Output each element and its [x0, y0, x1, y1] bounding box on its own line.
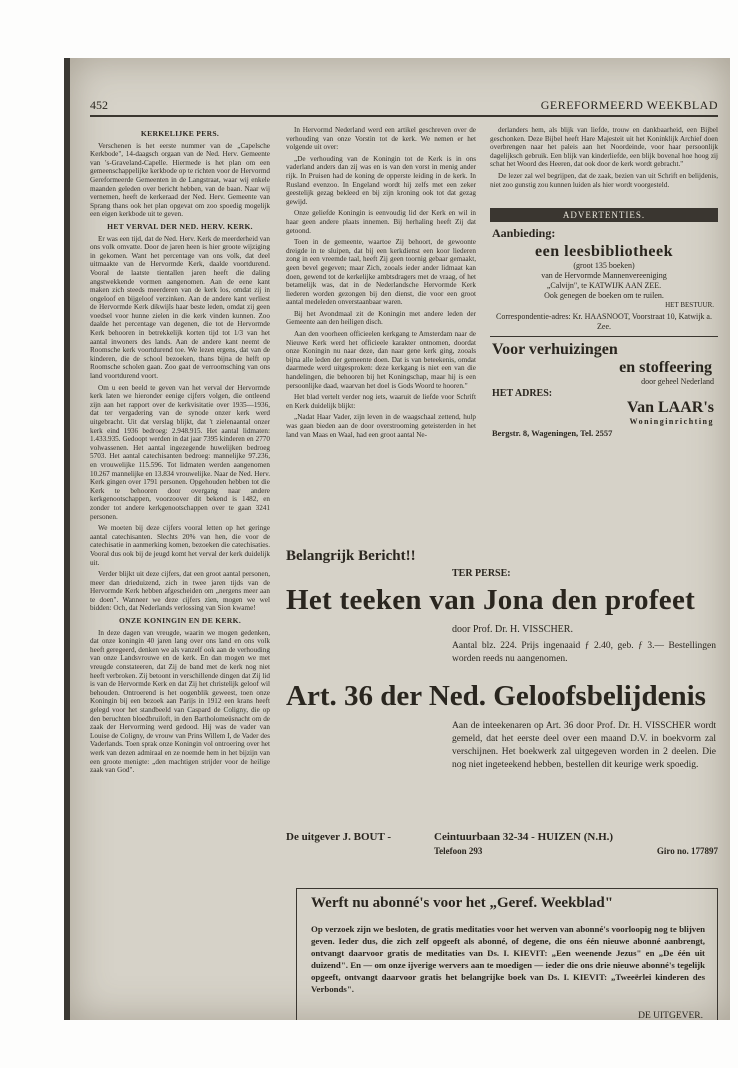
page-header — [90, 98, 718, 114]
publisher-address: Ceintuurbaan 32-34 - HUIZEN (N.H.) — [434, 831, 614, 843]
paragraph: Om u een beeld te geven van het verval der Hervormde kerk laten we hieronder eenige cijfers volgen, die ontleend zijn aan het rapport over de kerkvisitatie over 1935—1936, dat ter vergadering van de synode onzer kerk werd uitgebracht. Uit dat verslag blijkt, dat 't zielenaantal onzer kerk eind 1936 bedroeg: 2.948.915. Het aantal lidmaten: 1.433.935. Gedoopt werden in dat jaar 7395 kinderen en 2770 volwassenen. Het aantal ingezegende huwelijken bedroeg 5703. Het aantal catechisanten bedroeg: mannelijke 97.236, en vrouwelijke 115.596. Tot lidmaten werden aangenomen 10.267 mannelijke en 13.834 vrouwelijke. Naar de Ned. Herv. Kerk gingen over 1791 personen. Opgehouden hebben tot die Kerk te behooren door overgang naar andere kerkgenootschappen, voorzoover dit bekend is 1482, en zonder tot andere kerkgenootschappen over te gaan 3241 personen. — [90, 383, 270, 521]
paragraph: Het blad vertelt verder nog iets, waaruit de liefde voor Schrift en Kerk duidelijk blijkt: — [286, 393, 476, 410]
paragraph: Onze geliefde Koningin is eenvoudig lid der Kerk en wil in haar geen andere plaats innemen. Bij herhaling heeft Zij dat getoond. — [286, 209, 476, 235]
book-description: Aan de inteekenaren op Art. 36 door Prof. Dr. H. VISSCHER wordt gemeld, dat het eerste deel over een maand D.V. in boekvorm zal verschijnen. Het boekwerk zal uitgegeven worden in 2 deelen. Die nog niet ingeteekend hebben, bestellen dit keurige werk spoedig. — [452, 721, 716, 770]
announcement-heading: Belangrijk Bericht!! — [286, 548, 416, 564]
paragraph: Aan den voorheen officieelen kerkgang te Amsterdam naar de Nieuwe Kerk werd het officieele karakter ontnomen, doordat onze Koningin nu naar deze, dan naar gene kerk ging, zooals bijna alle leden der gemeente doen. Dat is van beteekenis, omdat daarmede werd uitgesproken: deze kerkgang is niet een van die handelingen, die behooren bij het Koningschap, maar hij is een persoonlijke daad, waarvan het doel is Gods Woord te hooren." — [286, 330, 476, 390]
advertisements-section — [490, 208, 718, 540]
heading-verval: HET VERVAL DER NED. HERV. KERK. — [107, 221, 253, 231]
paragraph: Verschenen is het eerste nummer van de „Capelsche Kerkbode", 14-daagsch orgaan van de Ned. Herv. Gemeente van 's-Graveland-Capelle. Hiermede is het plan om een gemeenschappelijke kerkbode op te richten voor de Hervormd Gereformeerde Gemeenten in de Langstraat, waar wij enkele maanden geleden over bericht hebben, van de baan. Naar wij vernemen, heeft de kerkeraad der Ned. Herv. Gemeente van Sprang thans ook het plan opgevat om zoo spoedig mogelijk een eigen kerkbode uit te geven. — [90, 141, 270, 219]
book-title-jona: Het teeken van Jona den profeet — [286, 584, 696, 616]
column-2 — [286, 126, 476, 538]
ad-aanbieding: Aanbieding: — [492, 226, 556, 240]
publisher-name: De uitgever J. BOUT - — [286, 831, 391, 843]
subscription-text: Op verzoek zijn we besloten, de gratis meditaties voor het werven van abonné's voorloopig nog te blijven geven. Ieder dus, die zich zelf opgeeft als abonné, of degene, die ons één nieuwe abonné aanbrengt, ontvangt daarvoor gratis de meditaties van Ds. I. KIEVIT: „Een weenende Jezus" en „De één uit duizend". En — om onze ijverige wervers aan te moedigen — ieder die ons drie nieuwe abonné's tegelijk opgeeft, ontvangt daarvoor gratis het belangrijke boek van Ds. I. KIEVIT: „Tweeërlei kinderen des Verbonds". — [311, 924, 705, 994]
ad-boeken: (groot 135 boeken) — [573, 261, 635, 270]
paragraph: „Nadat Haar Vader, zijn leven in de waagschaal zettend, hulp was gaan bieden aan de door overstrooming geteisterden in het land van Maas en Waal, had een groot aantal Ne- — [286, 413, 476, 439]
paragraph: Verder blijkt uit deze cijfers, dat een groot aantal personen, meer dan drieduizend, zich in twee jaren tijds van de Hervormde Kerk hebben afgescheiden om „nergens meer aan te doen". Wanneer we deze cijfers zien, mogen we wel bidden: Och, dat Nederlands verlossing van Sion kwame! — [90, 570, 270, 613]
subscription-title: Werft nu abonné's voor het „Geref. Weekblad" — [311, 895, 614, 911]
ad-ruilen: Ook genegen de boeken om te ruilen. — [544, 291, 664, 300]
book-author: door Prof. Dr. H. VISSCHER. — [452, 624, 573, 635]
advertisements-title: ADVERTENTIES. — [490, 208, 718, 222]
paragraph: Bij het Avondmaal zit de Koningin met andere leden der Gemeente aan den heiligen disch. — [286, 309, 476, 327]
paragraph: De lezer zal wel begrijpen, dat de zaak, bezien van uit Schrift en belijdenis, niet zoo gunstig zou kunnen luiden als hier wordt voorgesteld. — [490, 171, 718, 189]
book-announcement — [286, 548, 718, 868]
paragraph: In Hervormd Nederland werd een artikel geschreven over de verhouding van onze Vorstin tot de kerk. We nemen er het volgende uit over: — [286, 126, 476, 152]
heading-kerkelijke-pers: KERKELIJKE PERS. — [140, 129, 220, 138]
paragraph: In deze dagen van vreugde, waarin we mogen gedenken, dat onze koningin 40 jaren lang over ons land en ons volk heeft geregeerd, denken we als vanzelf ook aan de verhouding van onze Landsvrouwe en de kerk. En dan mogen we met vreugde constateeren, dat Zij de band met de kerk nog niet heeft verbroken. Zij betoont in verschillende dingen dat Zij lid is van de Hervormde Kerk en dat Zij het christelijk geloof wil behouden. Ontroerend is het oogenblik geweest, toen onze Koningin bij een bezoek aan Parijs in 1912 een krans heeft gelegd voor het standbeeld van Caspard de Coligny, die op den beruchten bloedbruiloft, in den Bartholomeüsnacht om de zaak der Hervorming werd gedood. Hij was de vader van Louise de Coligny, de vrouw van Prins Willem I, de Vader des Vaderlands. Toen sprak onze Koningin vol ontroering over het werk van dezen admiraal en ze noemde hem in het bijzijn van een groote menigte: „den machtigen strijder voor de heilige zaak van God". — [90, 628, 270, 775]
book-title-art36: Art. 36 der Ned. Geloofsbelijdenis — [286, 680, 706, 712]
paragraph: Toen in de gemeente, waartoe Zij behoort, de gewoonte dreigde in te sluipen, dat bij een kerkdienst een koor liederen zong in een vreemde taal, heeft Zij geen toornig gebaar gemaakt, geen bevel gegeven; maar Zich, zooals ieder ander lidmaat kan doen, gewend tot de kerkelijke ambtsdragers met de vraag, of het betamelijk was, dat in de Nederlandsche Hervormde Kerk liederen worden gezongen bij den dienst, die voor een groot aantal medeleden onverstaanbaar waren. — [286, 238, 476, 307]
heading-koningin: ONZE KONINGIN EN DE KERK. — [118, 616, 242, 626]
ad-stoffeering: en stoffeering — [619, 359, 712, 376]
ad-vereeniging: van de Hervormde Mannenvereeniging — [541, 271, 667, 280]
publication-title: GEREFORMEERD WEEKBLAD — [540, 98, 718, 112]
column-1 — [90, 126, 270, 778]
paragraph: We moeten bij deze cijfers vooral letten op het geringe aantal catechisanten. Slechts 20% van hen, die voor de catechisatie in aanmerking komen, bezoeken die catechisaties. Vooral dus ook bij de jeugd komt het verval der kerk duidelijk uit. — [90, 524, 270, 567]
ad-leesbibliotheek: een leesbibliotheek — [535, 243, 673, 260]
newspaper-page — [70, 58, 730, 1020]
paragraph: „De verhouding van de Koningin tot de Kerk is in ons vaderland anders dan zij was en is van den vorst in menig ander rijk. In Pruisen had de koning de opperste leiding in de kerk. In Rusland evenzoo. In Engeland wordt hij zelfs met een zeker geestelijk gezag bekleed en bij zijn kroning ook tot dat gezag gewijd. — [286, 154, 476, 206]
ad-bergstraat: Bergstr. 8, Wageningen, Tel. 2557 — [492, 428, 613, 438]
subscription-signature: DE UITGEVER. — [638, 1011, 703, 1020]
ad-verhuizingen: Voor verhuizingen — [492, 341, 618, 358]
ad-divider — [490, 336, 718, 337]
ter-perse-label: TER PERSE: — [452, 568, 511, 579]
book-price: Aantal blz. 224. Prijs ingenaaid ƒ 2.40, geb. ƒ 3.— Bestellingen worden reeds nu aangenomen. — [452, 641, 716, 664]
publisher-phone: Telefoon 293 — [434, 846, 483, 856]
publisher-giro: Giro no. 177897 — [656, 846, 718, 856]
column-3 — [490, 126, 718, 192]
ad-woninginrichting: Woninginrichting — [629, 417, 714, 426]
ad-adres-label: HET ADRES: — [492, 388, 553, 399]
page-number: 452 — [90, 98, 108, 112]
paragraph: Er was een tijd, dat de Ned. Herv. Kerk de meerderheid van ons volk omvatte. Door de jaren heen is hier groote wijziging in gekomen. Want het percentage van ons volk, dat deel uitmaakte van de Hervormde Kerk, daalde voortdurend. Vooral de laatste tientallen jaren heeft die daling angstwekkende vormen aangenomen. Aan de eene kant maken zich steeds meerderen van de kerk los, omdat zij in ongeloof en bijgeloof verzinken. Aan de andere kant verliest de Hervormde Kerk dikwijls haar beste leden, omdat zij geen voedsel voor hunne zielen in die kerk vinden kunnen. Zoo daalde het percentage van degenen, die tot de Hervormde Kerk behooren in betrekkelijk korten tijd tot 1/3 van het aantal inwoners des lands. Aan de andere kant neemt de Roomsche kerk voortdurend toe. We lezen ergens, dat van de kinderen, die de school bezoeken, thans bijna de helft op Roomsche scholen gaan. Zoo gaat de verroomsching van ons land voortdurend voort. — [90, 234, 270, 381]
header-rule — [90, 115, 718, 117]
ad-geheel-nederland: door geheel Nederland — [641, 377, 714, 386]
paragraph: derlanders hem, als blijk van liefde, trouw en dankbaarheid, een Bijbel geschonken. Deze Bijbel heeft Hare Majesteit uit het Koninklijk Archief doen overbrengen naar het paleis aan het Noordeinde, voor haar persoonlijk dagelijksch gebruik. Een blijk van kinderliefde, een blijk bovenal hoe hoog zij schat het Woord des Heeren, dat ook door de kerk wordt gebracht." — [490, 126, 718, 169]
ad-calvijn: „Calvijn", te KATWIJK AAN ZEE. — [546, 281, 662, 290]
ad-correspondentie: Correspondentie-adres: Kr. HAASNOOT, Voorstraat 10, Katwijk a. Zee. — [496, 312, 712, 331]
ad-van-laar: Van LAAR's — [627, 399, 714, 416]
ad-bestuur: HET BESTUUR. — [665, 301, 714, 309]
subscription-box — [296, 888, 718, 1020]
